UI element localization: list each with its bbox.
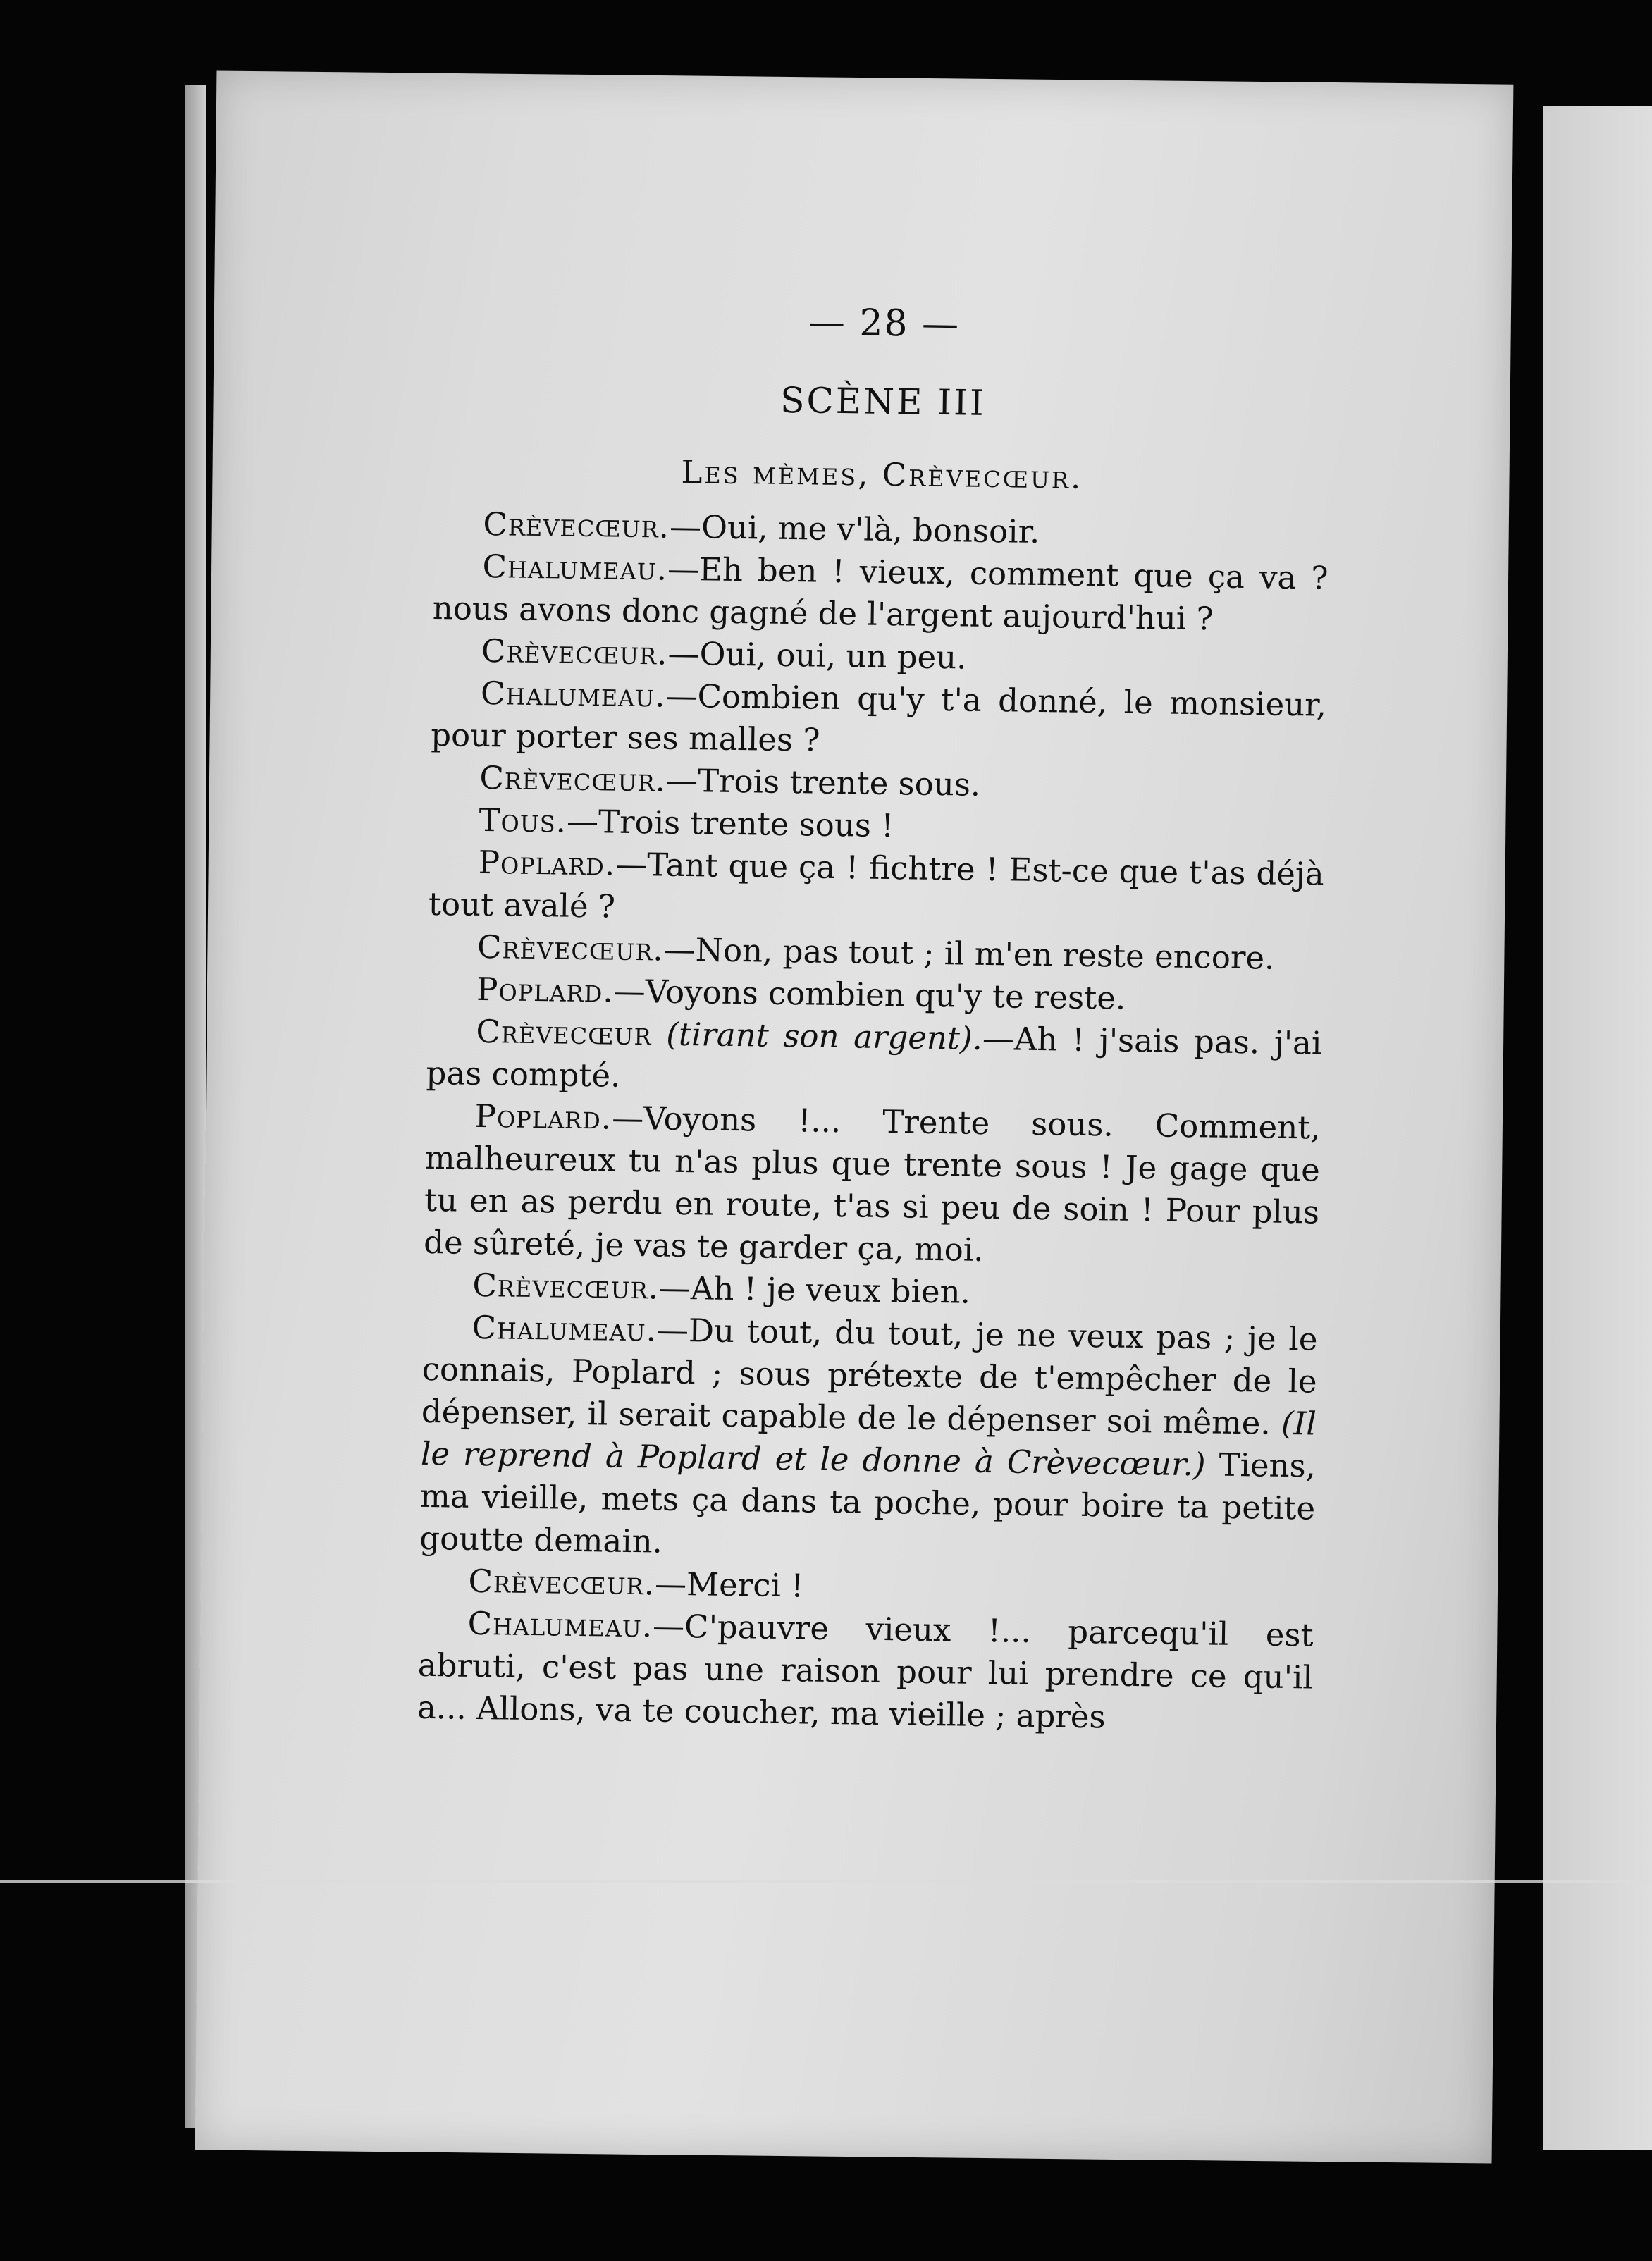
page-text-block xyxy=(417,296,1332,1742)
adjacent-page-edge xyxy=(1543,106,1652,2150)
speaker-name: Crèvecœur. xyxy=(472,1266,660,1307)
dialogue-text-continued: Tiens, ma vieille, mets ça dans ta poche, pour boire ta petite goutte demain. xyxy=(419,1446,1317,1560)
dialogue-line xyxy=(424,1095,1321,1276)
dialogue-text: —Du tout, du tout, je ne veux pas ; je le connais, Poplard ; sous prétexte de t'empêcher de le dépenser, il serait capable de le dépenser soi même. xyxy=(421,1311,1318,1442)
speaker-name: Crèvecœur xyxy=(476,1012,653,1053)
dialogue-text: —Oui, oui, un peu. xyxy=(667,634,967,677)
dialogue-line xyxy=(432,545,1329,642)
speaker-name: Poplard. xyxy=(478,843,616,883)
speaker-name: Crèvecœur. xyxy=(481,632,668,672)
dialogue-text: —Merci ! xyxy=(654,1565,804,1605)
dialogue-text: —Trois trente sous ! xyxy=(566,802,894,845)
dialogue-text: —Voyons combien qu'y te reste. xyxy=(613,972,1126,1017)
speaker-name: Crèvecœur. xyxy=(476,928,665,968)
dialogue-line xyxy=(417,1602,1314,1742)
speaker-name: Crèvecœur. xyxy=(483,505,670,546)
dialogue-text: —Ah ! j'sais pas. j'ai pas compté. xyxy=(426,1019,1322,1095)
stage-direction: (tirant son argent). xyxy=(665,1015,983,1057)
dialogue-text: —Ah ! je veux bien. xyxy=(658,1269,971,1311)
stage-direction: (Il le reprend à Poplard et le donne à Crèvecœur.) xyxy=(420,1404,1317,1484)
dialogue-text: —Combien qu'y t'a donné, le monsieur, pour porter ses malles ? xyxy=(430,677,1327,759)
speaker-name: Chalumeau. xyxy=(467,1604,653,1645)
dialogue-line xyxy=(429,841,1325,938)
dialogue-line xyxy=(431,672,1327,769)
speaker-name: Chalumeau. xyxy=(480,674,666,715)
speaker-name: Crèvecœur. xyxy=(468,1562,655,1603)
dialogue-text: —Trois trente sous. xyxy=(665,761,981,803)
speaker-name: Tous. xyxy=(479,801,567,840)
speaker-name: Poplard. xyxy=(474,1097,612,1137)
dialogue-text: —Oui, me v'là, bonsoir. xyxy=(669,507,1040,550)
scene-title: SCÈNE III xyxy=(779,379,987,424)
dialogue-text: —Tant que ça ! fichtre ! Est-ce que t'as déjà tout avalé ? xyxy=(428,845,1325,925)
characters-present: Les mèmes, Crèvecœur. xyxy=(681,452,1083,496)
dialogue-text: —C'pauvre vieux !... parcequ'il est abruti, c'est pas une raison pour lui prendre ce qu'il a... Allons, va te coucher, ma vieille ; après xyxy=(417,1607,1314,1736)
dialogue-line xyxy=(419,1306,1318,1572)
dialogue-line xyxy=(426,1010,1322,1107)
speaker-name: Crèvecœur. xyxy=(479,758,667,799)
dialogue-text: —Non, pas tout ; il m'en reste encore. xyxy=(663,930,1275,977)
dialogue-text: —Eh ben ! vieux, comment que ça va ? nous avons donc gagné de l'argent aujourd'hui ? xyxy=(432,550,1329,638)
speaker-name: Chalumeau. xyxy=(482,547,668,588)
dialogue-text: —Voyons !... Trente sous. Comment, malheureux tu n'as plus que trente sous ! Je gage que tu en as perdu en route, t'as si peu de soin ! Pour plus de sûreté, je vas te garder ça, moi. xyxy=(423,1099,1321,1269)
page-number: — 28 — xyxy=(808,301,961,346)
speaker-name: Poplard. xyxy=(476,970,615,1010)
speaker-name: Chalumeau. xyxy=(471,1308,658,1349)
scanner-artifact-line xyxy=(0,1880,1652,1883)
